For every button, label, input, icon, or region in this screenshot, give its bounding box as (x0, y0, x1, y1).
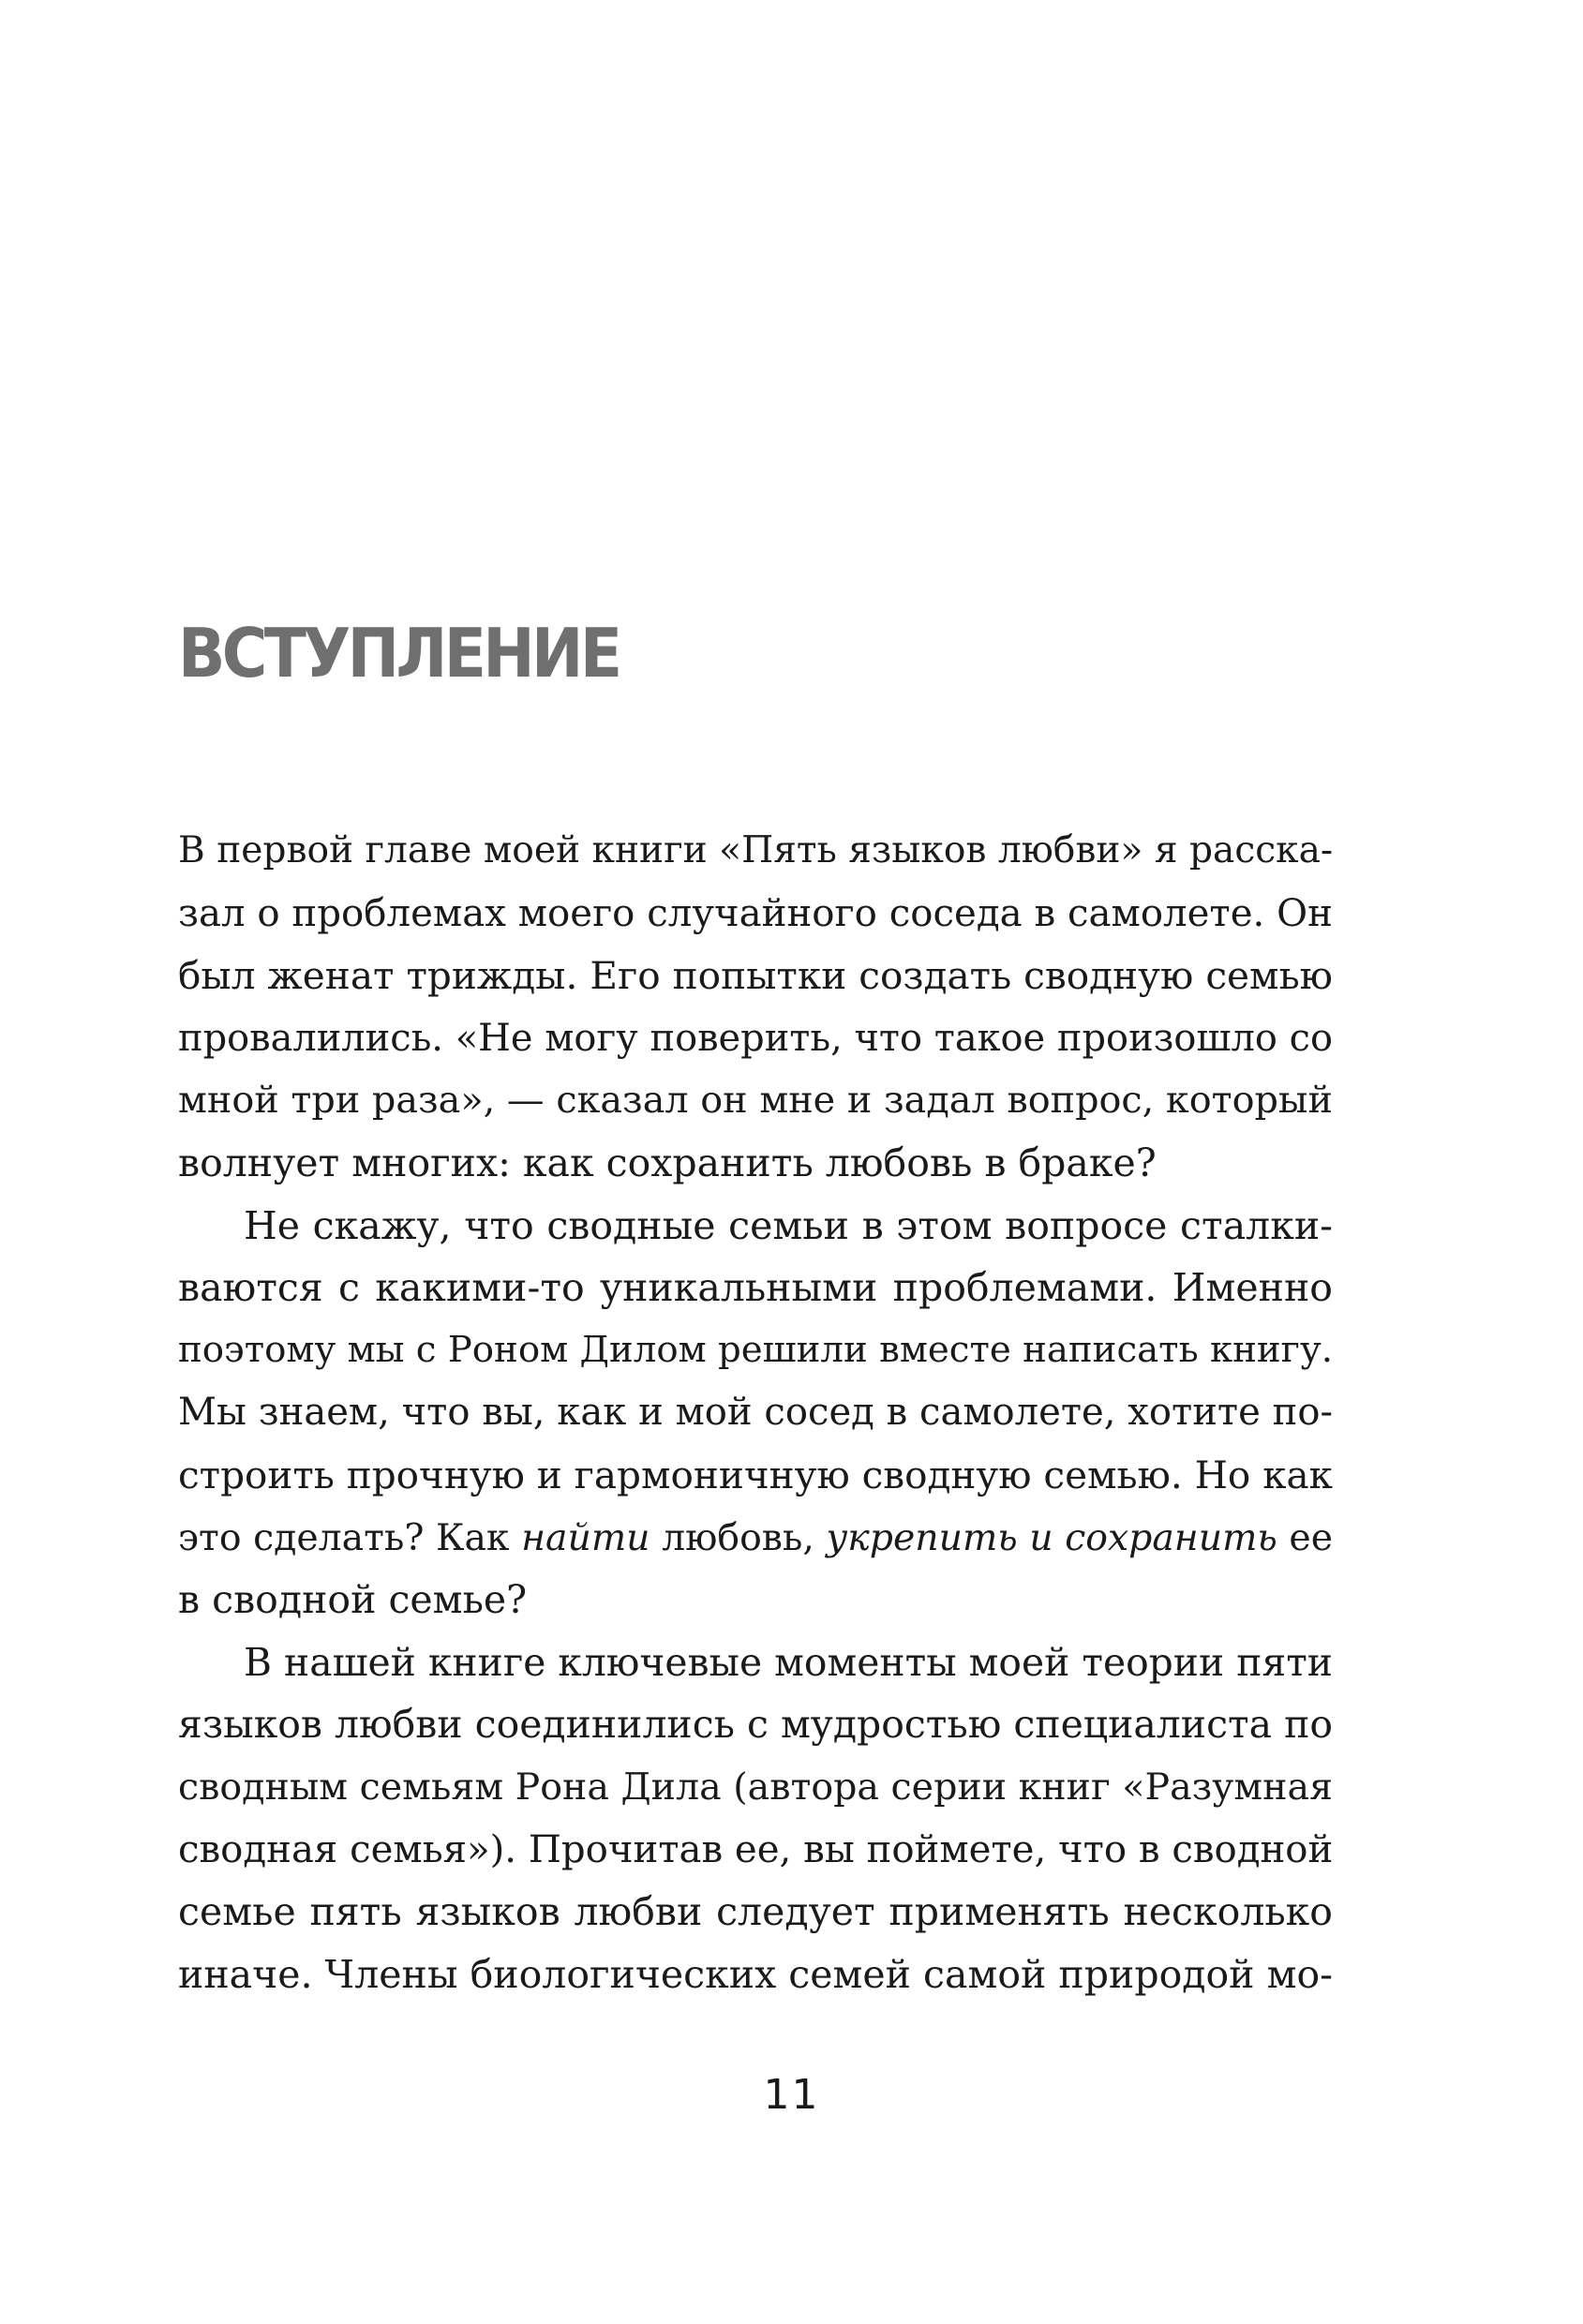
page-number: 11 (763, 2071, 820, 2119)
text-line: зал о проблемах моего случайного соседа в самолете. Он (178, 891, 1333, 935)
text-line: мной три раза», — сказал он мне и задал вопрос, который (178, 1079, 1333, 1123)
text-line: Не скажу, что сводные семьи в этом вопросе сталки- (244, 1202, 1333, 1248)
text-line: В первой главе моей книги «Пять языков любви» я расска- (178, 829, 1334, 872)
text-line: В нашей книге ключевые моменты моей теории пяти (244, 1639, 1333, 1685)
text-line: ваются с какими-то уникальными проблемами. Именно (178, 1265, 1333, 1311)
text-fragment: ее (1277, 1515, 1333, 1559)
text-line: поэтому мы с Роном Дилом решили вместе написать книгу. (178, 1328, 1333, 1371)
text-line: был женат трижды. Его попытки создать сводную семью (178, 953, 1333, 999)
paragraph-3 (178, 1631, 1333, 2006)
text-line: волнует многих: как сохранить любовь в браке? (178, 1140, 1157, 1185)
text-line: строить прочную и гармоничную сводную семью. Но как (178, 1452, 1333, 1497)
chapter-title: ВСТУПЛЕНИЕ (178, 614, 620, 693)
body-text (178, 820, 1333, 2005)
emphasis-text: укрепить и сохранить (826, 1515, 1277, 1559)
paragraph-1 (178, 820, 1333, 1195)
text-line: в сводной семье? (178, 1577, 528, 1623)
text-fragment: это сделать? Как (178, 1515, 522, 1559)
text-line: языков любви соединились с мудростью специалиста по (178, 1702, 1333, 1748)
text-line: Мы знаем, что вы, как и мой сосед в самолете, хотите по- (178, 1391, 1333, 1435)
text-fragment: любовь, (650, 1515, 827, 1559)
text-line: сводным семьям Рона Дила (автора серии книг «Разумная (178, 1765, 1333, 1809)
text-line: семье пять языков любви следует применять несколько (178, 1889, 1333, 1935)
text-line-with-emphasis (178, 1507, 1333, 1570)
text-line: сводная семья»). Прочитав ее, вы поймете, что в сводной (178, 1827, 1334, 1871)
text-line: провалились. «Не могу поверить, что такое произошло со (178, 1016, 1333, 1060)
emphasis-text: найти (521, 1515, 650, 1559)
paragraph-2 (178, 1195, 1333, 1631)
text-line: иначе. Члены биологических семей самой природой мо- (178, 1951, 1333, 1997)
